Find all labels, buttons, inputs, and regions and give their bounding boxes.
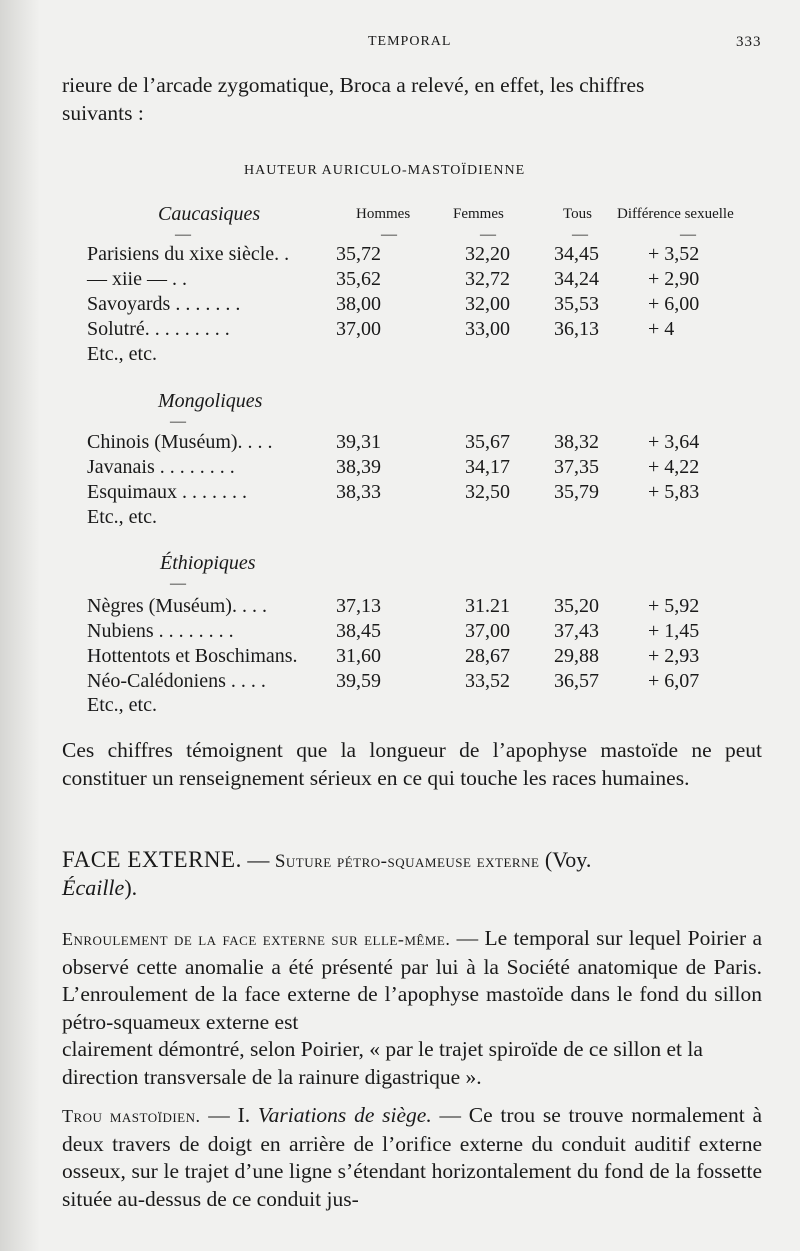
cell-tous: 36,57 <box>554 670 599 692</box>
row-label: Javanais . . . . . . . . <box>87 456 235 478</box>
cell-hommes: 38,00 <box>336 293 381 315</box>
cell-difference: + 5,92 <box>648 595 700 617</box>
cell-femmes: 37,00 <box>465 620 510 642</box>
col-dash-femmes: — <box>480 226 496 243</box>
cell-femmes: 32,00 <box>465 293 510 315</box>
cell-hommes: 37,13 <box>336 595 381 617</box>
cell-difference: + 3,52 <box>648 243 700 265</box>
row-label: Solutré. . . . . . . . . <box>87 318 230 340</box>
cell-hommes: 38,33 <box>336 481 381 503</box>
group-dash: — <box>175 226 191 243</box>
table-row <box>87 595 767 621</box>
face-externe-title: FACE EXTERNE. <box>62 847 242 872</box>
cell-femmes: 33,52 <box>465 670 510 692</box>
cell-tous: 29,88 <box>554 645 599 667</box>
cell-hommes: 38,45 <box>336 620 381 642</box>
cell-difference: + 2,93 <box>648 645 700 667</box>
cell-difference: + 1,45 <box>648 620 700 642</box>
cell-hommes: 38,39 <box>336 456 381 478</box>
col-header-difference: Différence sexuelle <box>617 206 734 222</box>
table-row <box>87 670 767 696</box>
group-dash: — <box>170 575 186 592</box>
cell-hommes: 39,31 <box>336 431 381 453</box>
face-externe-subtitle: Suture pétro-squameuse externe <box>274 851 540 872</box>
face-externe-ref-open: (Voy. <box>544 847 592 872</box>
cell-tous: 36,13 <box>554 318 599 340</box>
cell-hommes: 31,60 <box>336 645 381 667</box>
cell-tous: 38,32 <box>554 431 599 453</box>
row-label: Esquimaux . . . . . . . <box>87 481 247 503</box>
face-externe-ref-italic: Écaille <box>62 875 125 900</box>
table-row <box>87 645 767 671</box>
intro-line-2: suivants : <box>62 101 144 125</box>
cell-tous: 35,20 <box>554 595 599 617</box>
table-row <box>87 456 767 482</box>
trou-paragraph <box>62 1102 762 1213</box>
group-heading-caucasiques: Caucasiques <box>158 203 261 225</box>
row-label: — xiie — . . <box>87 268 187 290</box>
cell-difference: + 2,90 <box>648 268 700 290</box>
trou-text: — Ce trou se trouve normalement à deux travers de doigt en arrière de l’orifice externe du conduit auditif externe osseux, sur le trajet d’une ligne s’étendant horizontalement du fond de la fossette située au-dessus de ce conduit jus- <box>62 1103 762 1211</box>
row-label: Parisiens du xixe siècle. . <box>87 243 290 265</box>
cell-femmes: 31.21 <box>465 595 510 617</box>
cell-femmes: 35,67 <box>465 431 510 453</box>
table-row <box>87 243 767 269</box>
row-label: Hottentots et Boschimans. <box>87 645 298 667</box>
group-dash: — <box>170 413 186 430</box>
etc-caucasiques: Etc., etc. <box>87 343 157 365</box>
cell-femmes: 32,50 <box>465 481 510 503</box>
intro-line-1: rieure de l’arcade zygomatique, Broca a relevé, en effet, les chiffres <box>62 73 645 97</box>
trou-italic: Variations de siège. <box>257 1103 432 1127</box>
trou-numeral: — I. <box>208 1103 251 1127</box>
page-number: 333 <box>736 34 762 50</box>
table-row <box>87 481 767 507</box>
cell-tous: 35,79 <box>554 481 599 503</box>
cell-difference: + 3,64 <box>648 431 700 453</box>
col-header-hommes: Hommes <box>356 206 411 222</box>
cell-tous: 34,45 <box>554 243 599 265</box>
cell-femmes: 28,67 <box>465 645 510 667</box>
table-row <box>87 431 767 457</box>
table-row <box>87 620 767 646</box>
cell-difference: + 5,83 <box>648 481 700 503</box>
cell-tous: 37,35 <box>554 456 599 478</box>
col-dash-tous: — <box>572 226 588 243</box>
trou-heading: Trou mastoïdien. <box>62 1106 201 1126</box>
cell-tous: 35,53 <box>554 293 599 315</box>
cell-hommes: 37,00 <box>336 318 381 340</box>
enroulement-heading: Enroulement de la face externe sur elle-même. <box>62 929 451 949</box>
group-heading-ethiopiques: Éthiopiques <box>160 552 256 574</box>
cell-difference: + 6,07 <box>648 670 700 692</box>
table-row <box>87 268 767 294</box>
enroulement-text: — Le temporal sur lequel Poirier a observé cette anomalie a été présenté par lui à la Société anatomique de Paris. L’enroulement de la face externe de l’apophyse mastoïde dans le fond du sillon pétro-squameux externe est <box>62 926 762 1034</box>
cell-femmes: 32,72 <box>465 268 510 290</box>
col-dash-difference: — <box>680 226 696 243</box>
row-label: Savoyards . . . . . . . <box>87 293 241 315</box>
cell-tous: 37,43 <box>554 620 599 642</box>
running-header-title: TEMPORAL <box>368 34 452 49</box>
cell-hommes: 35,62 <box>336 268 381 290</box>
cell-tous: 34,24 <box>554 268 599 290</box>
cell-hommes: 39,59 <box>336 670 381 692</box>
etc-ethiopiques: Etc., etc. <box>87 694 157 716</box>
row-label: Nègres (Muséum). . . . <box>87 595 267 617</box>
conclusion-paragraph <box>62 737 762 792</box>
cell-difference: + 4,22 <box>648 456 700 478</box>
cell-femmes: 34,17 <box>465 456 510 478</box>
col-header-tous: Tous <box>563 206 592 222</box>
cell-femmes: 33,00 <box>465 318 510 340</box>
row-label: Néo-Calédoniens . . . . <box>87 670 266 692</box>
cell-femmes: 32,20 <box>465 243 510 265</box>
group-heading-mongoliques: Mongoliques <box>158 390 263 412</box>
table-row <box>87 318 767 344</box>
face-externe-ref-close: ). <box>124 875 138 900</box>
enroulement-last-line: clairement démontré, selon Poirier, « par le trajet spiroïde de ce sillon et la direction transversale de la rainure digastrique ». <box>62 1037 703 1089</box>
face-externe-dash: — <box>247 847 270 872</box>
row-label: Nubiens . . . . . . . . <box>87 620 234 642</box>
cell-difference: + 6,00 <box>648 293 700 315</box>
table-title: HAUTEUR AURICULO-MASTOÏDIENNE <box>244 163 526 178</box>
page-edge-shadow <box>0 0 40 1251</box>
face-externe-ref-line <box>62 875 137 901</box>
enroulement-paragraph <box>62 925 762 1091</box>
col-header-femmes: Femmes <box>453 206 504 222</box>
cell-hommes: 35,72 <box>336 243 381 265</box>
etc-mongoliques: Etc., etc. <box>87 506 157 528</box>
table-row <box>87 293 767 319</box>
col-dash-hommes: — <box>381 226 397 243</box>
cell-difference: + 4 <box>648 318 675 340</box>
row-label: Chinois (Muséum). . . . <box>87 431 273 453</box>
conclusion-text: Ces chiffres témoignent que la longueur de l’apophyse mastoïde ne peut constituer un renseignement sérieux en ce qui touche les races humaines. <box>62 738 762 790</box>
section-title-face-externe <box>62 847 591 873</box>
